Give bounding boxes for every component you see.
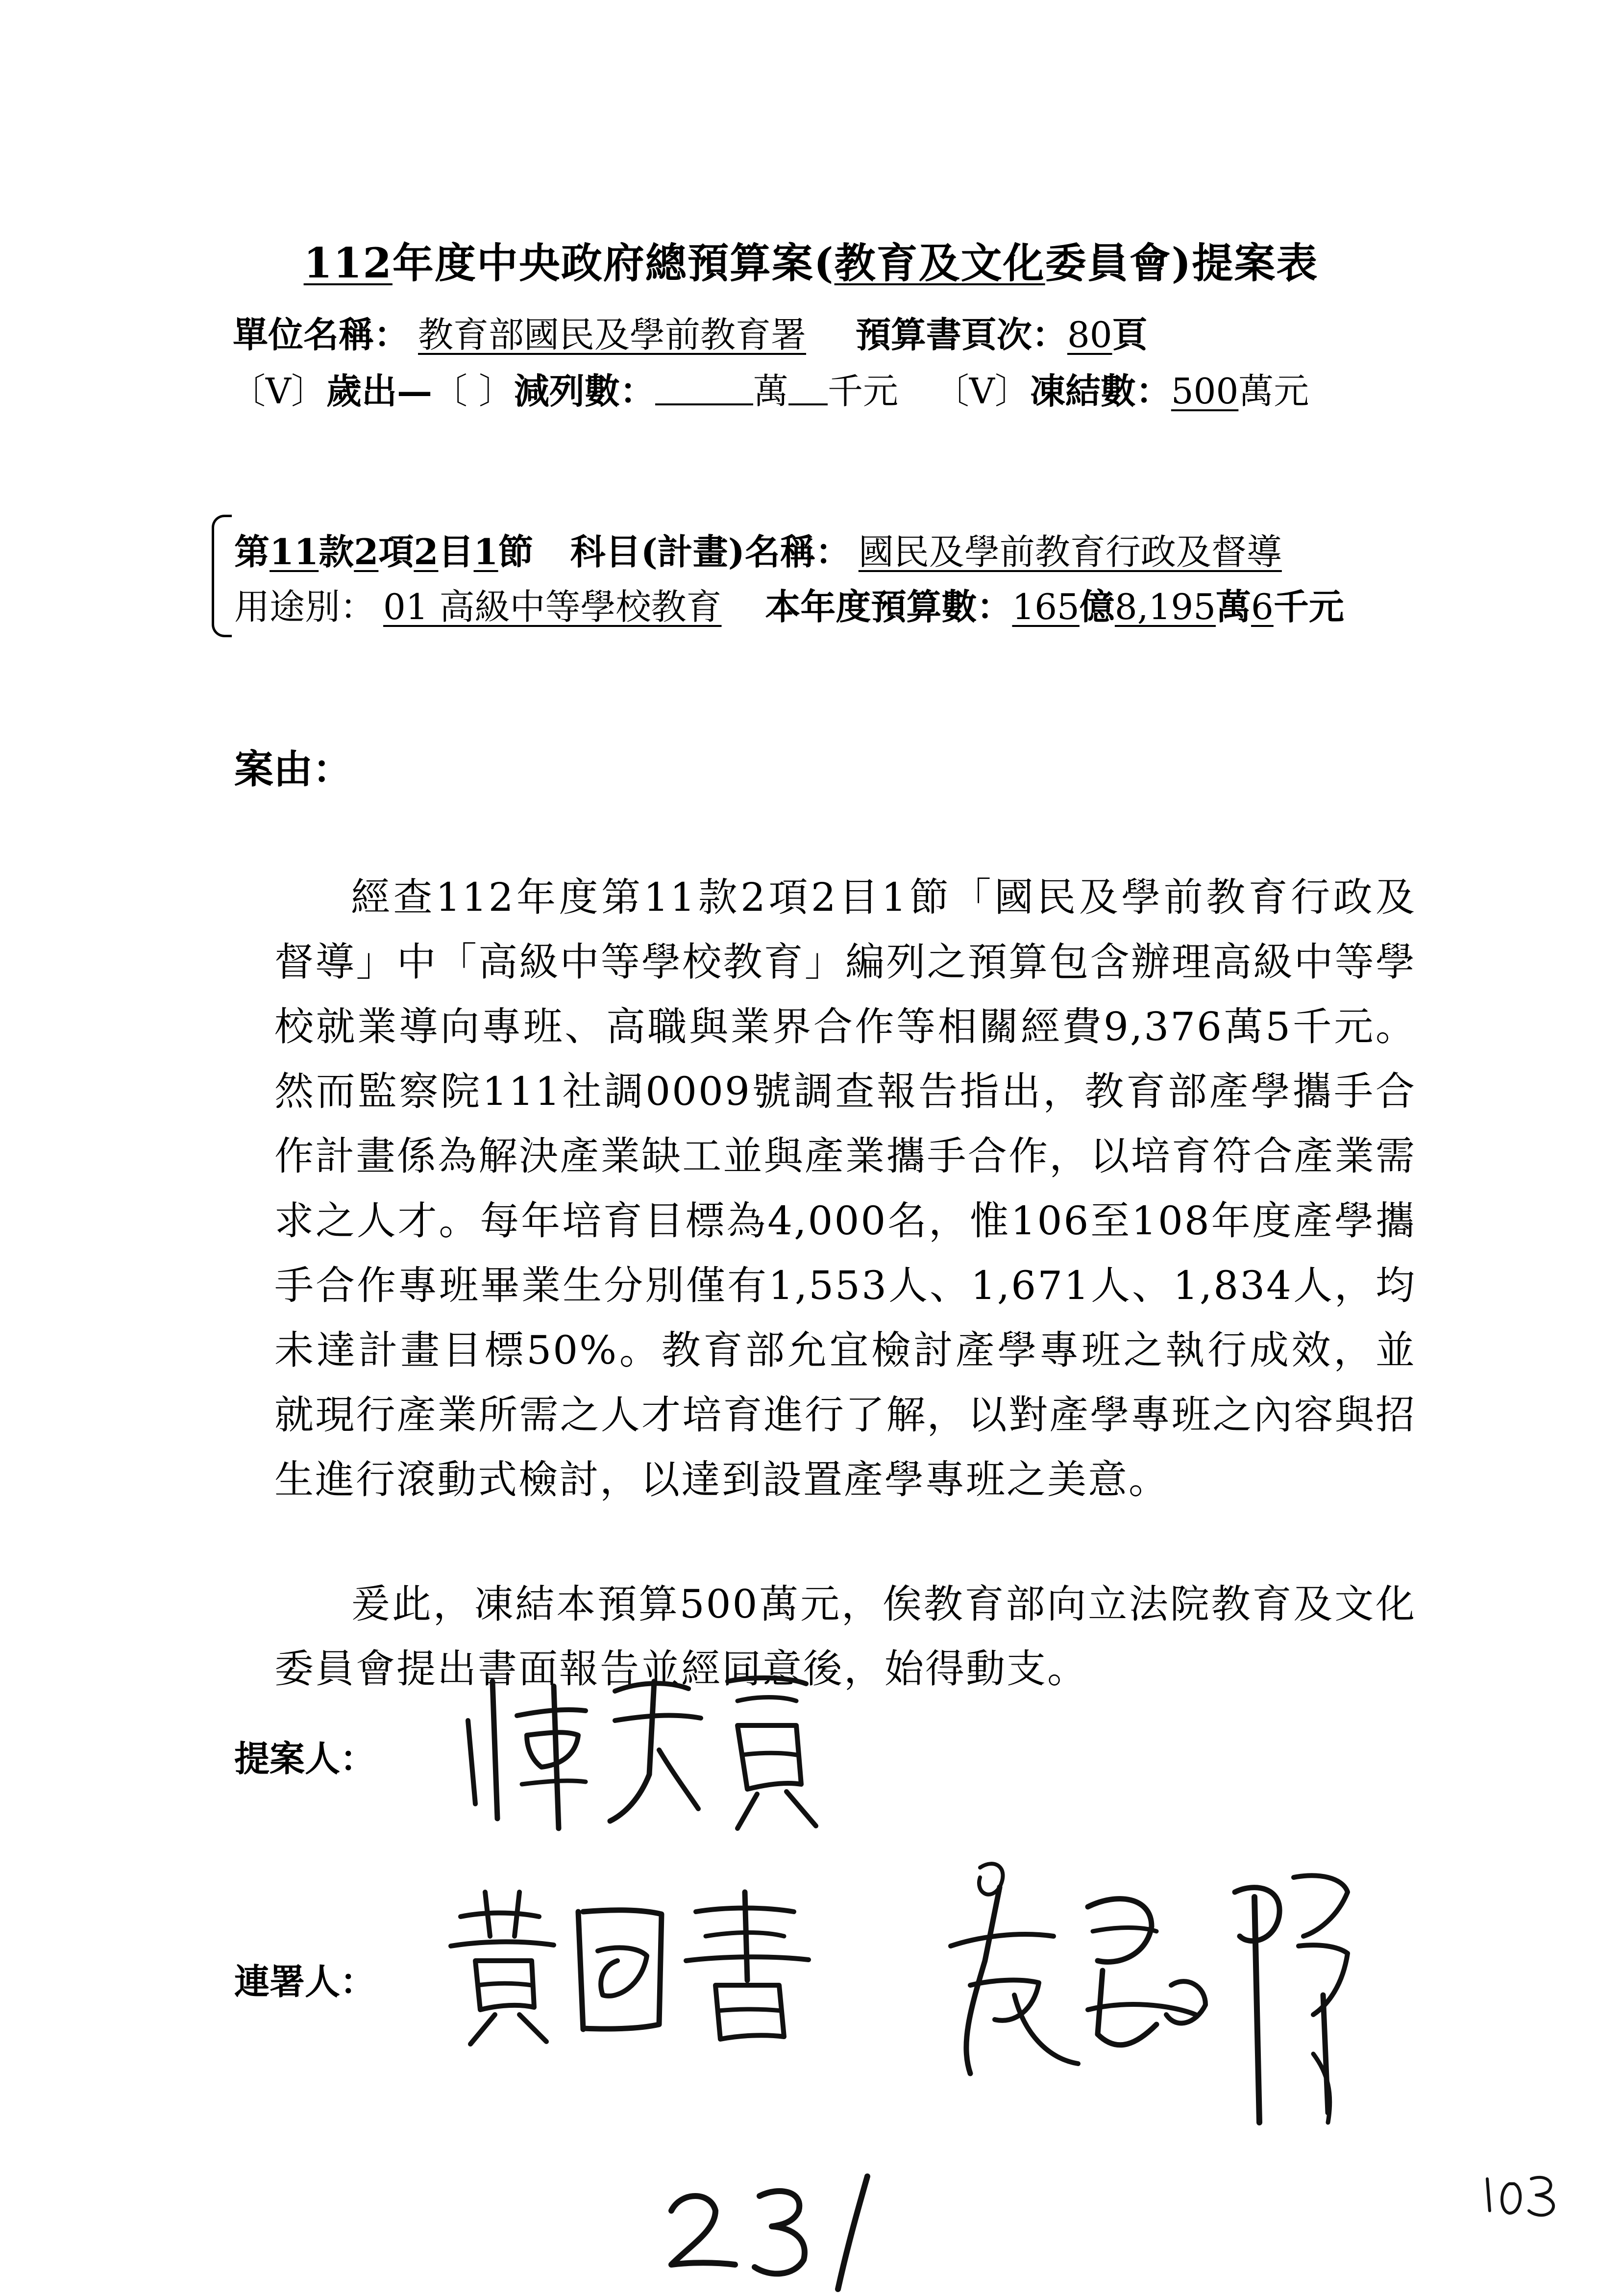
unit-value: 教育部國民及學前教育署 <box>418 314 807 355</box>
paragraph-2: 爰此，凍結本預算500萬元，俟教育部向立法院教育及文化委員會提出書面報告並經同意後，始得動支。 <box>274 1581 1416 1692</box>
reduce-wan-blank <box>655 374 753 405</box>
cosigner-signature-2-drawing <box>941 1848 1362 2152</box>
page-title <box>0 230 1622 290</box>
use-value: 01 高級中等學校教育 <box>383 586 722 627</box>
subject-kuan-label: 款 <box>319 531 354 573</box>
cosigner-signature-1 <box>441 1882 813 2049</box>
title-committee: 教育及文化 <box>834 239 1045 287</box>
subject-mu-label: 目 <box>438 531 474 573</box>
subject-xiang: 2 <box>354 531 379 573</box>
budget-label: 本年度預算數： <box>765 586 1012 627</box>
expense-label: 歲出— <box>326 370 433 412</box>
subject-xiang-label: 項 <box>378 531 414 573</box>
freeze-label: 凍結數： <box>1030 370 1171 412</box>
subject-name-label: 科目(計畫)名稱： <box>570 531 851 573</box>
subject-bracket <box>212 515 232 637</box>
reduce-label: 減列數： <box>514 370 655 412</box>
handwritten-number <box>662 2167 897 2294</box>
handwritten-number-drawing <box>662 2167 897 2294</box>
subject-line <box>234 524 1290 574</box>
proposer-signature <box>453 1662 836 1838</box>
page-ref-value: 80 <box>1067 314 1112 355</box>
reason-body <box>274 865 1416 1701</box>
cosigner-signature-1-drawing <box>441 1882 813 2049</box>
budget-qian-label: 千元 <box>1273 586 1344 627</box>
reduce-wan-label: 萬 <box>753 371 788 412</box>
proposer-signature-drawing <box>453 1662 836 1838</box>
budget-yi: 165 <box>1012 586 1080 627</box>
title-part1: 年度中央政府總預算案( <box>392 239 835 287</box>
freeze-mark: 〔V〕 <box>934 371 1030 412</box>
budget-wan-label: 萬 <box>1216 586 1252 627</box>
amount-line <box>230 363 1309 414</box>
expense-mark: 〔V〕 <box>230 371 326 412</box>
proposer-label: 提案人： <box>234 1738 376 1779</box>
subject-jie-label: 節 <box>498 531 534 573</box>
use-label: 用途別： <box>234 586 376 627</box>
title-part2: 委員會)提案表 <box>1045 239 1319 287</box>
unit-label: 單位名稱： <box>233 314 410 355</box>
page-ref-label: 預算書頁次： <box>855 314 1067 355</box>
subject-name-value: 國民及學前教育行政及督導 <box>858 531 1282 573</box>
title-year: 112 <box>303 239 393 287</box>
reason-label: 案由： <box>234 746 352 792</box>
budget-wan: 8,195 <box>1114 586 1216 627</box>
freeze-unit: 萬元 <box>1238 371 1309 412</box>
page-ref-suffix: 頁 <box>1112 314 1148 355</box>
page-number-drawing <box>1475 2167 1563 2221</box>
cosigner-signature-2 <box>941 1848 1362 2152</box>
subject-jie: 1 <box>473 531 498 573</box>
subject-kuan: 11 <box>270 531 319 573</box>
use-line <box>234 578 1344 629</box>
reduce-qian-label: 千元 <box>827 371 898 412</box>
reduce-qian-blank <box>788 374 828 405</box>
page-number <box>1475 2167 1563 2221</box>
reduce-mark: 〔 〕 <box>432 371 514 412</box>
budget-qian: 6 <box>1251 586 1274 627</box>
paragraph-1: 經查112年度第11款2項2目1節「國民及學前教育行政及督導」中「高級中等學校教育」編列之預算包含辦理高級中等學校就業導向專班、高職與業界合作等相關經費9,376萬5千元。然而監察院111社調0009號調查報告指出，教育部產學攜手合作計畫係為解決產業缺工並與產業攜手合作，以培育符合產業需求之人才。每年培育目標為4,000名，惟106至108年度產學攜手合作專班畢業生分別僅有1,553人、1,671人、1,834人，均未達計畫目標50%。教育部允宜檢討產學專班之執行成效，並就現行產業所需之人才培育進行了解，以對產學專班之內容與招生進行滾動式檢討，以達到設置產學專班之美意。 <box>274 874 1416 1502</box>
subject-di: 第 <box>234 531 270 573</box>
subject-mu: 2 <box>414 531 439 573</box>
budget-yi-label: 億 <box>1079 586 1115 627</box>
cosigner-label: 連署人： <box>234 1961 376 2002</box>
freeze-value: 500 <box>1171 371 1239 412</box>
unit-line <box>233 306 1148 357</box>
